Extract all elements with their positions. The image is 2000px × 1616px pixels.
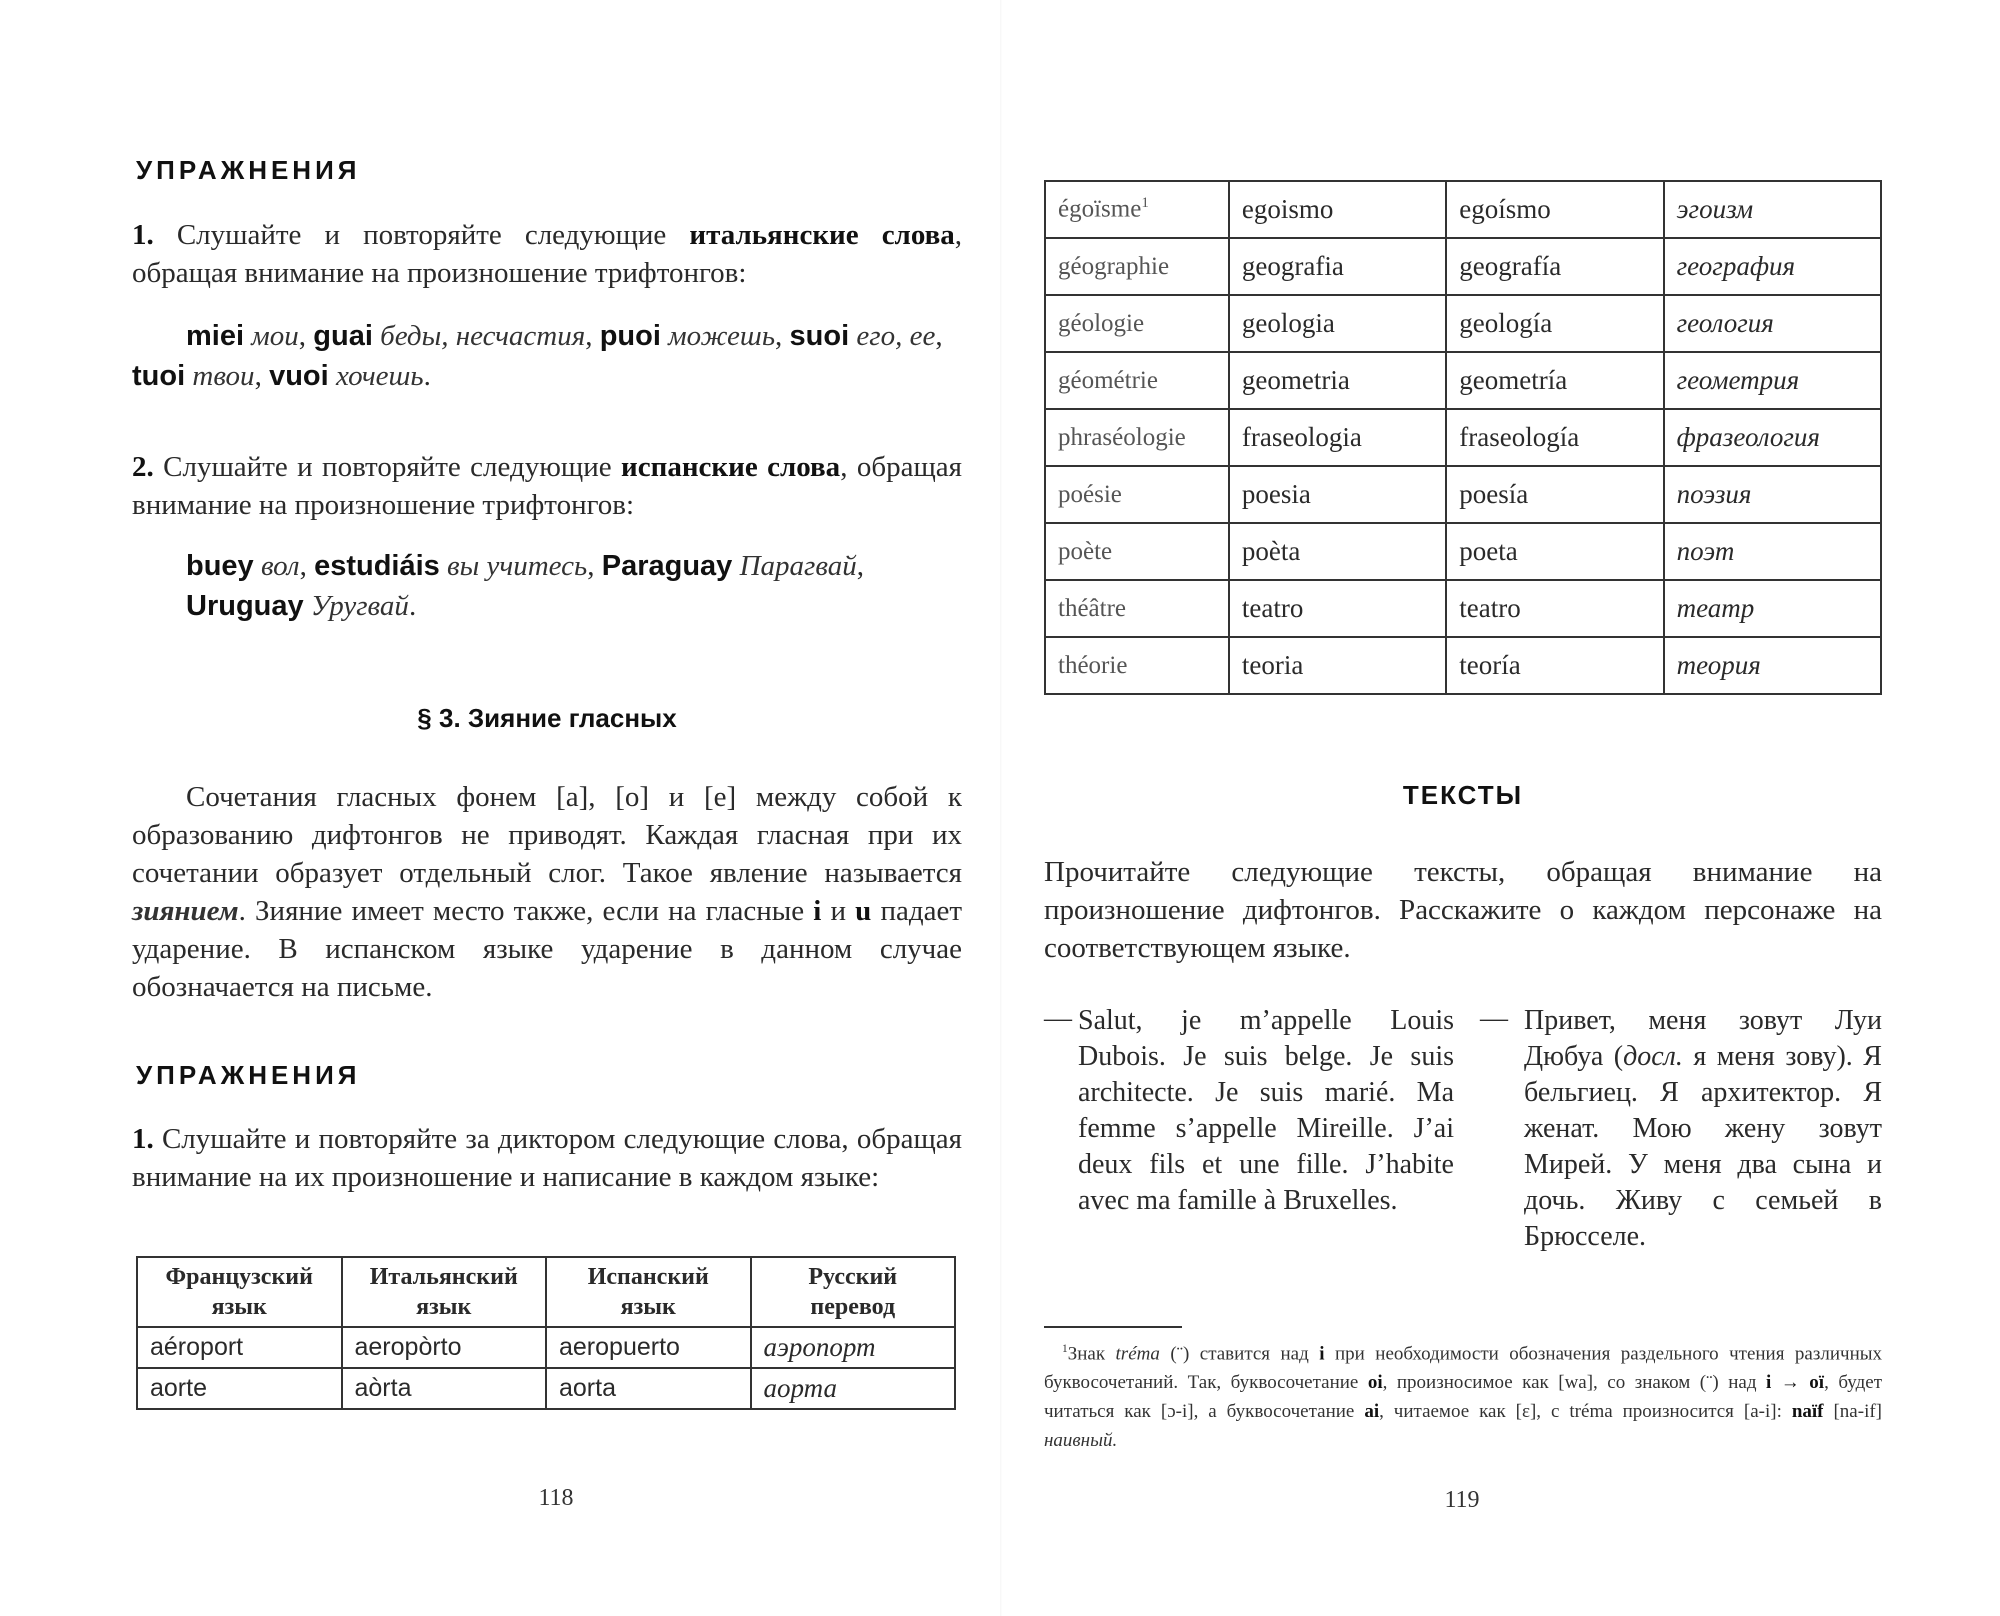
- table-row: [1045, 409, 1881, 466]
- cell-french: géométrie: [1045, 352, 1229, 409]
- exercises-heading-2: УПРАЖНЕНИЯ: [136, 1060, 361, 1090]
- cell-italian: teoria: [1229, 637, 1446, 694]
- cell-french: poète: [1045, 523, 1229, 580]
- cell-russian: поэзия: [1664, 466, 1881, 523]
- col-header-russian: Русский перевод: [751, 1257, 956, 1327]
- texts-intro: Прочитайте следующие тексты, обращая внимание на произношение дифтонгов. Расскажите о каждом персонаже на соответствующем языке.: [1044, 856, 1882, 964]
- cell-spanish: aeropuerto: [546, 1327, 751, 1368]
- cell-russian: география: [1664, 238, 1881, 295]
- exercises-heading: УПРАЖНЕНИЯ: [136, 155, 361, 185]
- cell-french: théâtre: [1045, 580, 1229, 637]
- texts-heading: ТЕКСТЫ: [1402, 780, 1524, 810]
- cell-russian: геометрия: [1664, 352, 1881, 409]
- cell-russian: поэт: [1664, 523, 1881, 580]
- section-title-hiatus: § 3. Зияние гласных: [417, 703, 677, 733]
- word-table-left: [136, 1256, 956, 1410]
- cell-italian: aeropòrto: [342, 1327, 547, 1368]
- table-row: [1045, 637, 1881, 694]
- cell-spanish: geometría: [1446, 352, 1663, 409]
- table-row: [1045, 238, 1881, 295]
- col-header-italian: Итальянский язык: [342, 1257, 547, 1327]
- cell-italian: teatro: [1229, 580, 1446, 637]
- cell-french: poésie: [1045, 466, 1229, 523]
- cell-russian: аэропорт: [751, 1327, 956, 1368]
- cell-russian: теория: [1664, 637, 1881, 694]
- dialog-french: Salut, je m’appelle Louis Dubois. Je suis belge. Je suis architecte. Je suis marié. Ma femme s’appelle Mireille. J’ai deux fils et une fille. J’habite avec ma famille à Bruxelles.: [1078, 1005, 1454, 1216]
- col-header-spanish: Испанский язык: [546, 1257, 751, 1327]
- exercise-1-words: miei мои, guai беды, несчастия, puoi можешь, suoi его, ее, tuoi твои, vuoi хочешь.: [132, 320, 943, 392]
- cell-italian: egoismo: [1229, 181, 1446, 238]
- exercise-2-words: buey вол, estudiáis вы учитесь, Paraguay Парагвай, Uruguay Уругвай.: [186, 550, 864, 622]
- cell-french: aorte: [137, 1368, 342, 1409]
- cell-french: aéroport: [137, 1327, 342, 1368]
- exercise-1-instruction: 1. Слушайте и повторяйте следующие итальянские слова, обращая внимание на произношение трифтонгов:: [132, 219, 963, 289]
- page-number-right: 119: [1444, 1487, 1480, 1513]
- hiatus-paragraph: Сочетания гласных фонем [a], [o] и [e] между собой к образованию дифтонгов не приводят. Каждая гласная при их сочетании образует отдельный слог. Такое явление называется зиянием. Зияние имеет место также, если на гласные i и u падает ударение. В испанском языке ударение в данном случае обозначается на письме.: [132, 781, 963, 1003]
- cell-russian: геология: [1664, 295, 1881, 352]
- word-table-right: [1044, 180, 1882, 695]
- table-row: [1045, 466, 1881, 523]
- cell-russian: аорта: [751, 1368, 956, 1409]
- cell-italian: geografia: [1229, 238, 1446, 295]
- table-row: [1045, 523, 1881, 580]
- cell-french: phraséologie: [1045, 409, 1229, 466]
- cell-french: égoïsme$^1$: [1045, 181, 1229, 238]
- table-row: [1045, 580, 1881, 637]
- footnote-rule: [1044, 1326, 1182, 1328]
- dialog-dash-fr: —: [1044, 1003, 1072, 1034]
- table-header-row: [137, 1257, 955, 1327]
- right-page: [1000, 0, 2000, 1616]
- cell-spanish: teatro: [1446, 580, 1663, 637]
- cell-russian: фразеология: [1664, 409, 1881, 466]
- cell-italian: geometria: [1229, 352, 1446, 409]
- cell-russian: эгоизм: [1664, 181, 1881, 238]
- table-row: [1045, 352, 1881, 409]
- cell-spanish: poeta: [1446, 523, 1663, 580]
- table-row: [1045, 181, 1881, 238]
- cell-russian: театр: [1664, 580, 1881, 637]
- table-row: [1045, 295, 1881, 352]
- cell-italian: poèta: [1229, 523, 1446, 580]
- cell-spanish: egoísmo: [1446, 181, 1663, 238]
- exercise-3-instruction: 1. Слушайте и повторяйте за диктором следующие слова, обращая внимание на их произношение и написание в каждом языке:: [132, 1123, 963, 1193]
- cell-italian: poesia: [1229, 466, 1446, 523]
- cell-french: géographie: [1045, 238, 1229, 295]
- dialog-dash-ru: —: [1480, 1003, 1508, 1034]
- dialog-russian: Привет, меня зовут Луи Дюбуа (досл. я меня зову). Я бельгиец. Я архитектор. Я женат. Мою жену зовут Мирей. У меня два сына и дочь. Живу с семьей в Брюсселе.: [1524, 1005, 1882, 1252]
- cell-spanish: fraseología: [1446, 409, 1663, 466]
- cell-italian: geologia: [1229, 295, 1446, 352]
- cell-spanish: teoría: [1446, 637, 1663, 694]
- page-number-left: 118: [538, 1485, 574, 1511]
- cell-spanish: geología: [1446, 295, 1663, 352]
- cell-italian: aòrta: [342, 1368, 547, 1409]
- footnote: $^1$Знак tréma (¨) ставится над i при необходимости обозначения раздельного чтения различных буквосочетаний. Так, буквосочетание oi, произносимое как [wa], со знаком (¨) над i → oï, будет читаться как [ɔ-i], а буквосочетание ai, читаемое как [ɛ], с tréma произносится [a-i]: naïf [na-if] наивный.: [1044, 1343, 1883, 1452]
- cell-spanish: poesía: [1446, 466, 1663, 523]
- col-header-french: Французский язык: [137, 1257, 342, 1327]
- exercise-2-instruction: 2. Слушайте и повторяйте следующие испанские слова, обращая внимание на произношение трифтонгов:: [132, 451, 963, 521]
- cell-italian: fraseologia: [1229, 409, 1446, 466]
- cell-spanish: aorta: [546, 1368, 751, 1409]
- cell-french: théorie: [1045, 637, 1229, 694]
- table-row: [137, 1327, 955, 1368]
- cell-spanish: geografía: [1446, 238, 1663, 295]
- table-row: [137, 1368, 955, 1409]
- cell-french: géologie: [1045, 295, 1229, 352]
